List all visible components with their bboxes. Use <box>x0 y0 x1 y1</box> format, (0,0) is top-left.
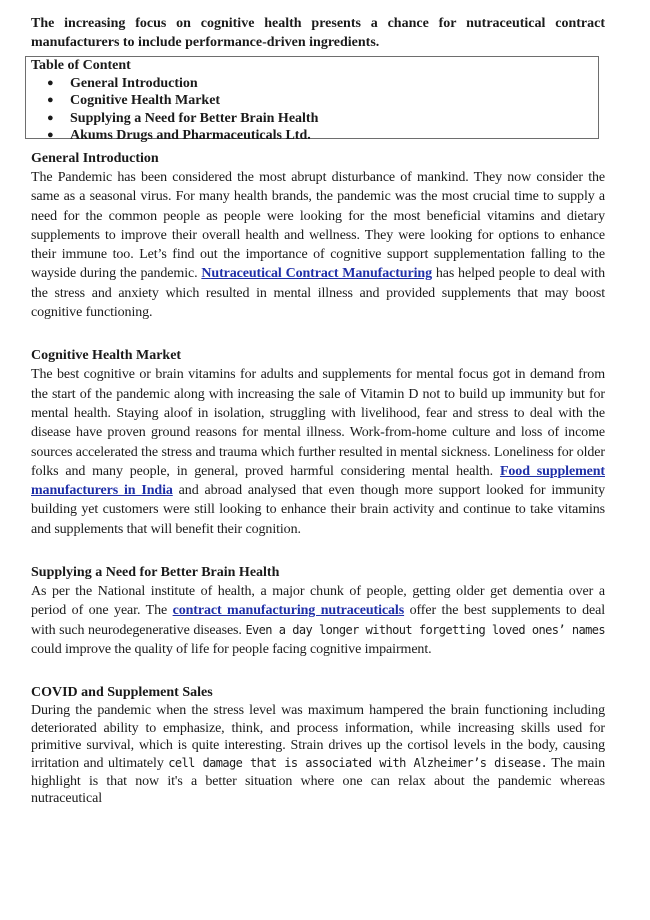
nutraceutical-contract-manufacturing-link[interactable]: Nutraceutical Contract Manufacturing <box>201 266 432 282</box>
section-heading-better-brain-health: Supplying a Need for Better Brain Health <box>31 565 280 581</box>
section-heading-general-introduction: General Introduction <box>31 151 159 166</box>
contract-manufacturing-nutraceuticals-link[interactable]: contract manufacturing nutraceuticals <box>172 603 405 619</box>
section-heading-cognitive-health-market: Cognitive Health Market <box>31 348 182 364</box>
bullet-icon: ● <box>47 94 54 106</box>
table-of-contents <box>25 56 599 143</box>
section-paragraph-covid-supplement-sales: During the pandemic when the stress level was maximum hampered the brain functioning including deteriorated ability to emphasize, think, and process information, while increasing skills used for primitive survival, which is quite interesting. Strain drives up the cortisol levels in the body, causing irritation and ultimately cell damage that is associated with Alzheimer’s disease. The main highlight is that now it's a better situation where one can relax about the pandemic whereas nutraceutical <box>31 703 605 807</box>
section-paragraph-better-brain-health: As per the National institute of health, a major chunk of people, getting older get dementia over a period of one year. The contract manufacturing nutraceuticals offer the best supplements to deal with such neurodegenerative diseases. Even a day longer without forgetting loved ones’ names could improve the quality of life for people facing cognitive impairment. <box>31 584 606 657</box>
document-page <box>31 14 605 808</box>
toc-title: Table of Content <box>31 58 131 73</box>
toc-list <box>31 75 598 145</box>
toc-item: ● Cognitive Health Market <box>47 93 221 108</box>
section-heading-covid-supplement-sales: COVID and Supplement Sales <box>31 685 213 701</box>
toc-item: ● Akums Drugs and Pharmaceuticals Ltd. <box>47 128 311 143</box>
toc-item: ● General Introduction <box>47 75 198 91</box>
bullet-icon: ● <box>47 76 54 89</box>
bullet-icon: ● <box>47 129 54 141</box>
lead-paragraph: The increasing focus on cognitive health presents a chance for nutraceutical contract manufacturers to include performance-driven ingredients. <box>31 16 605 50</box>
bullet-icon: ● <box>47 111 54 124</box>
section-paragraph-general-introduction: The Pandemic has been considered the most abrupt disturbance of mankind. They now consider the same as a seasonal virus. For many health brands, the pandemic was the most crucial time to supply a need for the common people as people were looking for the most beneficial vitamins and dietary supplements to improve their overall health and wellness. They were looking for options to enhance their immune too. Let’s find out the importance of cognitive support supplementation falling to the wayside during the pandemic. Nutraceutical Contract Manufacturing has helped people to deal with the stress and anxiety which resulted in mental illness and provided supplements that may boost cognitive functioning. <box>31 170 605 321</box>
section-paragraph-cognitive-health-market: The best cognitive or brain vitamins for adults and supplements for mental focus got in demand from the start of the pandemic along with increasing the sale of Vitamin D not to build up immunity but for mental health. Staying aloof in isolation, struggling with livelihood, fear and stress to deal with the disease have proven ground reasons for mental illness. Work-from-home culture and loss of income sources accelerated the stress and trauma which further resulted in mental sickness. Loneliness for older folks and many people, in general, proved harmful considering mental health. Food supplement manufacturers in India and abroad analysed that even though more support looked for immunity building yet customers were still looking to enhance their brain activity and continue to take vitamins and supplements that will benefit their cognition. <box>31 367 605 537</box>
food-supplement-manufacturers-link[interactable]: Food supplement manufacturers in India <box>31 463 605 499</box>
toc-item: ● Supplying a Need for Better Brain Health <box>47 110 319 126</box>
